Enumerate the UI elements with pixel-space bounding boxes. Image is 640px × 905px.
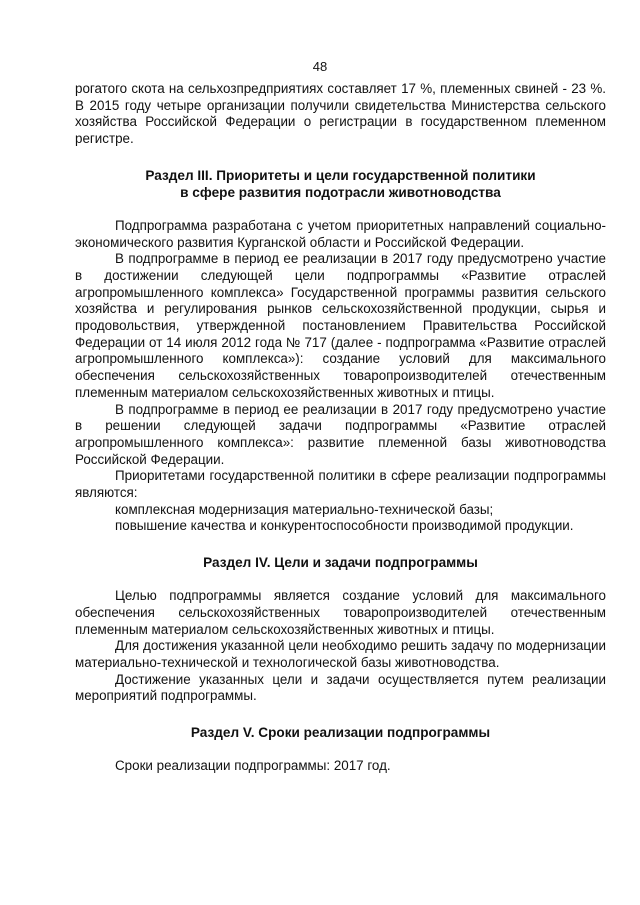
section-4-heading: Раздел IV. Цели и задачи подпрограммы (203, 555, 478, 571)
section-4-paragraph-3: Достижение указанных цели и задачи осуществляется путем реализации мероприятий подпрограммы. (75, 671, 606, 704)
section-5-heading: Раздел V. Сроки реализации подпрограммы (190, 725, 491, 741)
section-4-paragraph-2: Для достижения указанной цели необходимо решить задачу по модернизации материально-технической и технологической базы животноводства. (75, 638, 606, 670)
section-3-paragraph-4: Приоритетами государственной политики в сфере реализации подпрограммы являются: (75, 468, 606, 501)
page-number: 48 (312, 59, 328, 74)
section-4-paragraph-1: Целью подпрограммы является создание условий для максимального обеспечения сельскохозяйственных товаропроизводителей отечественным племенным материалом сельскохозяйственных животных и птицы. (75, 588, 606, 637)
priority-item-2: повышение качества и конкурентоспособности производимой продукции. (115, 518, 574, 534)
section-3-heading-line-2: в сфере развития подотрасли животноводства (180, 184, 501, 200)
priority-item-1: комплексная модернизация материально-технической базы; (115, 501, 494, 517)
section-3-paragraph-3: В подпрограмме в период ее реализации в 2017 году предусмотрено участие в решении следующей задачи подпрограммы «Развитие отраслей агропромышленного комплекса»: развитие племенной базы животноводства Российской Федерации. (75, 401, 606, 467)
section-3-heading (75, 167, 606, 201)
section-3-paragraph-2: В подпрограмме в период ее реализации в 2017 году предусмотрено участие в достижении следующей цели подпрограммы «Развитие отраслей агропромышленного комплекса» Государственной программы развития сельского хозяйства и регулирования рынков сельскохозяйственной продукции, сырья и продовольствия, утвержденной постановлением Правительства Российской Федерации от 14 июля 2012 года № 717 (далее - подпрограмма «Развитие отраслей агропромышленного комплекса»): создание условий для максимального обеспечения сельскохозяйственных товаропроизводителей отечественным племенным материалом сельскохозяйственных животных и птицы. (75, 251, 606, 400)
document-body (75, 81, 606, 775)
section-3-heading-line-1: Раздел III. Приоритеты и цели государственной политики (145, 167, 536, 183)
section-3-paragraph-1: Подпрограмма разработана с учетом приоритетных направлений социально-экономического развития Курганской области и Российской Федерации. (75, 217, 606, 250)
section-5-paragraph: Сроки реализации подпрограммы: 2017 год. (115, 758, 391, 774)
intro-paragraph: рогатого скота на сельхозпредприятиях составляет 17 %, племенных свиней - 23 %. В 2015 году четыре организации получили свидетельства Министерства сельского хозяйства Российской Федерации о регистрации в государственном племенном регистре. (75, 81, 606, 147)
